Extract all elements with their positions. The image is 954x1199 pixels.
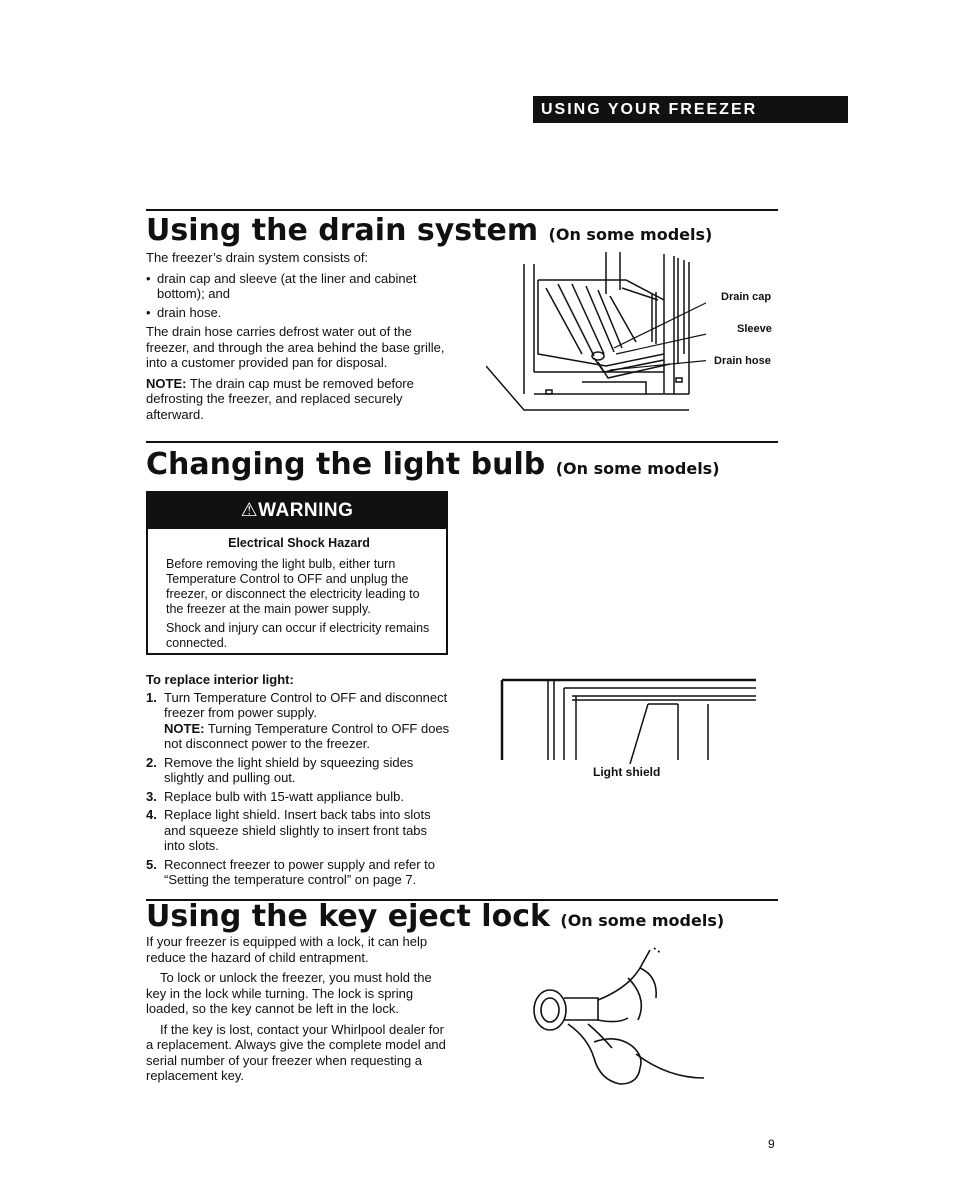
warning-text-1: Before removing the light bulb, either turn Temperature Control to OFF and unplug the freezer, or disconnect the electricity leading to the freezer at the main power supply. <box>166 557 420 616</box>
section-rule <box>146 209 778 211</box>
steps-list <box>146 690 451 888</box>
section-rule <box>146 441 778 443</box>
drain-note <box>146 376 446 423</box>
page-number: 9 <box>768 1137 775 1151</box>
bulb-title-sub: (On some models) <box>555 459 720 478</box>
list-item: • drain cap and sleeve (at the liner and cabinet bottom); and <box>146 271 446 302</box>
bulb-heading <box>146 448 720 486</box>
callout-light-shield: Light shield <box>593 765 661 779</box>
note-label: NOTE: <box>146 375 187 391</box>
bulb-title: Changing the light bulb <box>146 447 546 482</box>
callout-sleeve: Sleeve <box>737 323 772 335</box>
light-shield-illustration <box>498 668 760 764</box>
warning-hazard: Electrical Shock Hazard <box>228 536 370 550</box>
list-item: 5. Reconnect freezer to power supply and refer to “Setting the temperature control” on page 7. <box>146 856 435 887</box>
drain-intro: The freezer’s drain system consists of: <box>146 250 369 265</box>
lock-title-sub: (On some models) <box>560 911 725 930</box>
warning-icon: ⚠ <box>240 500 259 521</box>
section-tab: USING YOUR FREEZER <box>533 96 848 123</box>
note-text: The drain cap must be removed before defrosting the freezer, and replaced securely afterward. <box>146 375 414 422</box>
lock-title: Using the key eject lock <box>146 899 550 934</box>
list-item: 3. Replace bulb with 15-watt appliance bulb. <box>146 788 404 804</box>
lock-para-2: To lock or unlock the freezer, you must hold the key in the lock while turning. The lock is spring loaded, so the key cannot be left in the lock. <box>146 970 432 1016</box>
drain-title-sub: (On some models) <box>548 225 713 244</box>
list-item: 2. Remove the light shield by squeezing sides slightly and pulling out. <box>146 754 414 785</box>
lock-body <box>146 934 446 1089</box>
list-item: 4. Replace light shield. Insert back tabs into slots and squeeze shield slightly to insert front tabs into slots. <box>146 807 431 853</box>
warning-label: WARNING <box>258 500 354 521</box>
drain-bullets <box>146 271 446 321</box>
drain-system-illustration <box>486 244 706 414</box>
steps-title: To replace interior light: <box>146 672 294 687</box>
warning-bar <box>148 493 446 529</box>
drain-body <box>146 250 446 427</box>
list-item: • drain hose. <box>146 305 446 321</box>
lock-heading <box>146 900 724 938</box>
warning-box <box>146 491 448 655</box>
warning-content <box>148 529 446 651</box>
key-lock-illustration <box>528 938 708 1088</box>
bulb-steps <box>146 672 451 892</box>
lock-para-3: If the key is lost, contact your Whirlpool dealer for a replacement. Always give the complete model and serial number of your freezer when requesting a replacement key. <box>146 1021 446 1083</box>
list-item: 1. Turn Temperature Control to OFF and disconnect freezer from power supply. NOTE: Turning Temperature Control to OFF does not disconnect power to the freezer. <box>146 689 450 751</box>
drain-para: The drain hose carries defrost water out of the freezer, and through the area behind the base grille, into a customer provided pan for disposal. <box>146 324 445 370</box>
callout-drain-cap: Drain cap <box>721 291 772 303</box>
drain-title: Using the drain system <box>146 213 539 248</box>
warning-text-2: Shock and injury can occur if electricity remains connected. <box>166 621 430 650</box>
callout-drain-hose: Drain hose <box>714 355 771 367</box>
lock-para-1: If your freezer is equipped with a lock, it can help reduce the hazard of child entrapment. <box>146 934 428 965</box>
